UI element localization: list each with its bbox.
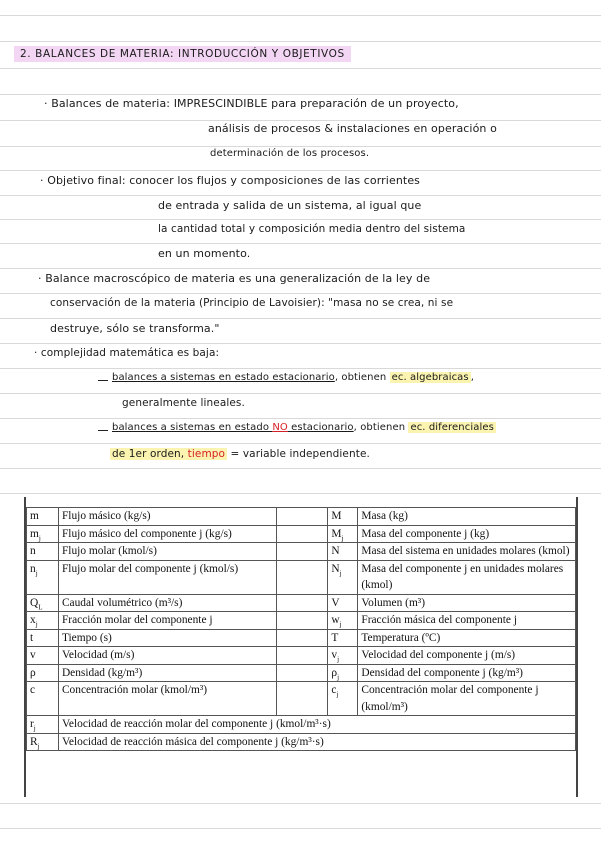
- note-line: de 1er orden, tiempo = variable independiente.: [112, 448, 370, 460]
- note-line: determinación de los procesos.: [210, 148, 370, 159]
- dash-icon: [98, 430, 108, 431]
- description-cell: Flujo másico (kg/s): [58, 508, 276, 526]
- description-cell: Masa del componente j (kg): [358, 525, 576, 543]
- description-cell: Fracción másica del componente j: [358, 612, 576, 630]
- empty-cell: [276, 543, 328, 561]
- table-row: [27, 682, 576, 716]
- symbol-cell: v: [27, 647, 59, 665]
- table-row: [27, 594, 576, 612]
- symbol-cell: ρ: [27, 664, 59, 682]
- empty-cell: [276, 682, 328, 716]
- table-row: [27, 629, 576, 647]
- description-cell: Flujo molar del componente j (kmol/s): [58, 560, 276, 594]
- description-cell: Tiempo (s): [58, 629, 276, 647]
- symbol-cell: $w_j$: [328, 612, 358, 630]
- description-cell: Flujo másico del componente j (kg/s): [58, 525, 276, 543]
- symbol-cell: n: [27, 543, 59, 561]
- symbols-table: [26, 507, 576, 751]
- description-cell: Masa (kg): [358, 508, 576, 526]
- symbol-cell: M: [328, 508, 358, 526]
- symbol-cell: m: [27, 508, 59, 526]
- table-row: [27, 733, 576, 751]
- table-row: [27, 560, 576, 594]
- empty-cell: [276, 525, 328, 543]
- symbol-cell: t: [27, 629, 59, 647]
- description-cell: Flujo molar (kmol/s): [58, 543, 276, 561]
- table-row: [27, 664, 576, 682]
- dash-icon: [98, 380, 108, 381]
- empty-cell: [276, 508, 328, 526]
- description-cell: Concentración molar del componente j (kmol/m³): [358, 682, 576, 716]
- description-cell: Velocidad de reacción másica del componente j (kg/m³·s): [58, 733, 575, 751]
- table-row: [27, 508, 576, 526]
- symbol-cell: V: [328, 594, 358, 612]
- table-row: [27, 716, 576, 734]
- description-cell: Concentración molar (kmol/m³): [58, 682, 276, 716]
- note-line: conservación de la materia (Principio de Lavoisier): "masa no se crea, ni se: [50, 297, 454, 309]
- symbol-cell: T: [328, 629, 358, 647]
- description-cell: Fracción molar del componente j: [58, 612, 276, 630]
- empty-cell: [276, 647, 328, 665]
- description-cell: Caudal volumétrico (m³/s): [58, 594, 276, 612]
- description-cell: Velocidad (m/s): [58, 647, 276, 665]
- symbol-cell: c: [27, 682, 59, 716]
- symbol-cell: $\rho_j$: [328, 664, 358, 682]
- note-line: · complejidad matemática es baja:: [34, 347, 220, 359]
- symbol-cell: $m_j$: [27, 525, 59, 543]
- description-cell: Densidad del componente j (kg/m³): [358, 664, 576, 682]
- table-row: [27, 647, 576, 665]
- table-row: [27, 612, 576, 630]
- symbol-cell: $M_j$: [328, 525, 358, 543]
- symbol-cell: $n_j$: [27, 560, 59, 594]
- note-line: de entrada y salida de un sistema, al igual que: [158, 199, 422, 212]
- description-cell: Velocidad de reacción molar del componente j (kmol/m³·s): [58, 716, 575, 734]
- empty-cell: [276, 612, 328, 630]
- note-line: balances a sistemas en estado estacionario, obtienen ec. algebraicas ,: [112, 372, 475, 383]
- description-cell: Masa del componente j en unidades molares (kmol): [358, 560, 576, 594]
- note-line: · Objetivo final: conocer los flujos y composiciones de las corrientes: [40, 174, 421, 187]
- empty-cell: [276, 629, 328, 647]
- empty-cell: [276, 594, 328, 612]
- note-line: destruye, sólo se transforma.": [50, 322, 220, 335]
- symbol-cell: $x_j$: [27, 612, 59, 630]
- symbol-cell: $R_j$: [27, 733, 59, 751]
- page-title: 2. BALANCES DE MATERIA: INTRODUCCIÓN Y OBJETIVOS: [14, 46, 351, 62]
- symbol-cell: $Q_L$: [27, 594, 59, 612]
- symbol-cell: $c_j$: [328, 682, 358, 716]
- note-line: · Balance macroscópico de materia es una generalización de la ley de: [38, 272, 431, 285]
- table-row: [27, 525, 576, 543]
- symbol-cell: $v_j$: [328, 647, 358, 665]
- symbol-cell: $N_j$: [328, 560, 358, 594]
- description-cell: Temperatura (ºC): [358, 629, 576, 647]
- symbol-cell: $r_j$: [27, 716, 59, 734]
- empty-cell: [276, 560, 328, 594]
- description-cell: Masa del sistema en unidades molares (kmol): [358, 543, 576, 561]
- note-line: · Balances de materia: IMPRESCINDIBLE para preparación de un proyecto,: [44, 97, 459, 110]
- table-frame-right: [576, 497, 578, 797]
- description-cell: Volumen (m³): [358, 594, 576, 612]
- table-row: [27, 543, 576, 561]
- note-line: generalmente lineales.: [122, 397, 245, 409]
- note-line: balances a sistemas en estado NO estacionario, obtienen ec. diferenciales: [112, 422, 494, 433]
- empty-cell: [276, 664, 328, 682]
- description-cell: Densidad (kg/m³): [58, 664, 276, 682]
- note-line: la cantidad total y composición media dentro del sistema: [158, 223, 466, 235]
- note-line: en un momento.: [158, 247, 251, 260]
- note-line: análisis de procesos & instalaciones en operación o: [208, 122, 497, 135]
- description-cell: Velocidad del componente j (m/s): [358, 647, 576, 665]
- symbol-cell: N: [328, 543, 358, 561]
